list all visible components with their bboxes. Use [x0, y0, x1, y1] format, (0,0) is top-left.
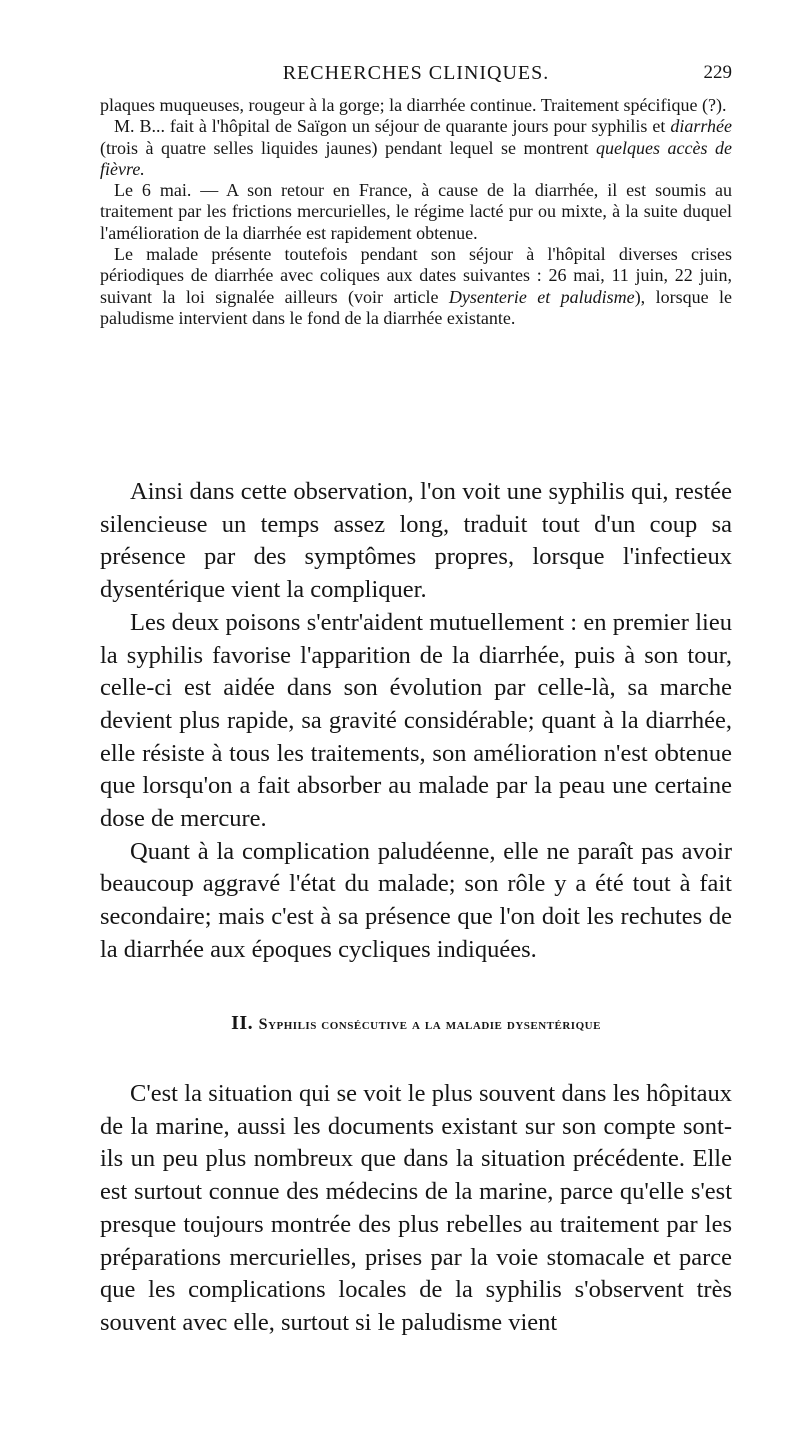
page-header [100, 62, 732, 88]
section-heading [100, 1012, 732, 1035]
note-italic-text: Dysenterie et paludisme [448, 286, 635, 307]
note-italic-text: quelques accès de fièvre. [100, 137, 732, 179]
note-italic-text: diarrhée [670, 116, 732, 137]
running-title: RECHERCHES CLINIQUES. [282, 62, 550, 84]
section-text [100, 1078, 732, 1340]
note-paragraph [100, 244, 732, 329]
note-paragraph: plaques muqueuses, rougeur à la gorge; la diarrhée continue. Traitement spécifique (?). [100, 95, 727, 115]
body-paragraph: Les deux poisons s'entr'aident mutuellement : en premier lieu la syphilis favorise l'apparition de la diarrhée, puis à son tour, celle-ci est aidée dans son évolution par celle-là, sa marche devient plus rapide, sa gravité considérable; quant à la diarrhée, elle résiste à tous les traitements, son amélioration n'est obtenue que lorsqu'on a fait absorber au malade par la peau une certaine dose de mercure. [100, 608, 732, 833]
note-text: Le malade présente toutefois pendant son séjour à l'hôpital diverses crises périodiques de diarrhée avec coliques aux dates suivantes : 26 mai, 11 juin, 22 juin, suivant la loi signalée ailleurs (voir article [100, 244, 732, 307]
body-paragraph: Ainsi dans cette observation, l'on voit une syphilis qui, restée silencieuse un temps assez long, traduit tout d'un coup sa présence par des symptômes propres, lorsque l'infectieux dysentérique vient la compliquer. [100, 478, 732, 604]
note-text: ), lorsque le paludisme intervient dans le fond de la diarrhée existante. [100, 286, 733, 328]
section-title: Syphilis consécutive a la maladie dysentérique [258, 1016, 601, 1033]
body-paragraph: C'est la situation qui se voit le plus souvent dans les hôpitaux de la marine, aussi les documents existant sur son compte sont-ils un peu plus nombreux que dans la situation précédente. Elle est surtout connue des médecins de la marine, parce qu'elle s'est presque toujours montrée des plus rebelles au traitement par les préparations mercurielles, prises par la voie stomacale et parce que les complications locales de la syphilis s'observent très souvent avec elle, surtout si le paludisme vient [100, 1080, 732, 1336]
body-paragraph: Quant à la complication paludéenne, elle ne paraît pas avoir beaucoup aggravé l'état du malade; son rôle y a été tout à fait secondaire; mais c'est à sa présence que l'on doit les rechutes de la diarrhée aux époques cycliques indiquées. [100, 837, 732, 963]
clinical-observation-notes [100, 95, 732, 329]
page-number: 229 [703, 62, 732, 83]
note-text: (trois à quatre selles liquides jaunes) pendant lequel se montrent [100, 137, 597, 158]
note-paragraph [100, 116, 732, 180]
section-numeral: II. [231, 1012, 254, 1034]
note-paragraph: Le 6 mai. — A son retour en France, à cause de la diarrhée, il est soumis au traitement par les frictions mercurielles, le régime lacté pur ou mixte, à la suite duquel l'amélioration de la diarrhée est rapidement obtenue. [100, 180, 732, 243]
discussion-text [100, 476, 732, 967]
note-text: M. B... fait à l'hôpital de Saïgon un séjour de quarante jours pour syphilis et [114, 116, 671, 137]
